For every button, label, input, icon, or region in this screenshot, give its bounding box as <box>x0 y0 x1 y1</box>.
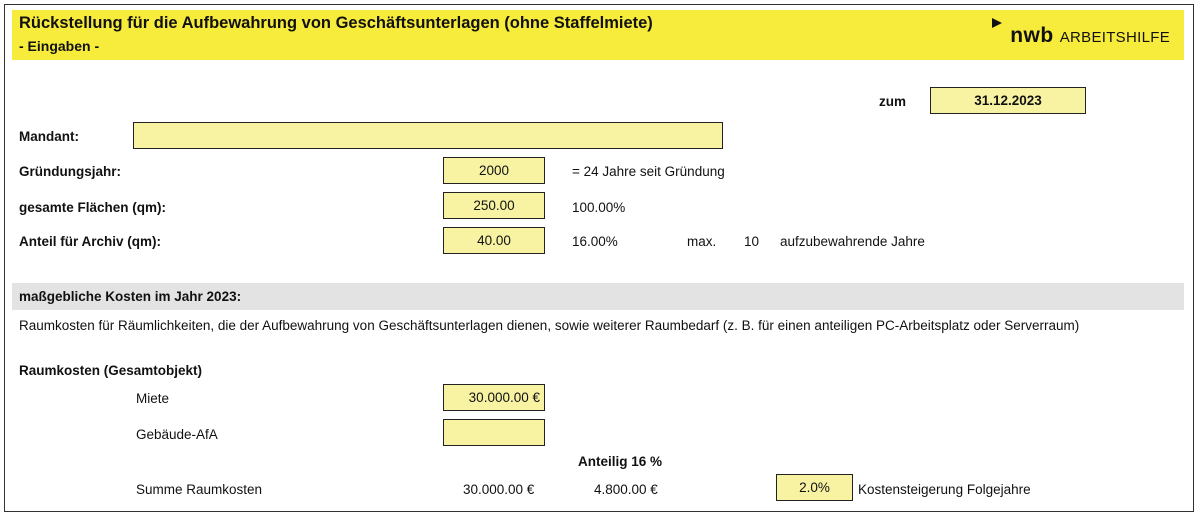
gruendungsjahr-note: = 24 Jahre seit Gründung <box>572 164 725 179</box>
afa-input[interactable] <box>443 419 545 446</box>
max-years-value: 10 <box>744 234 760 249</box>
flaechen-input[interactable]: 250.00 <box>443 192 545 219</box>
costs-section-header <box>12 283 1184 310</box>
summe-total-value: 30.000.00 € <box>463 482 535 497</box>
header-banner <box>12 10 1184 60</box>
gruendungsjahr-label: Gründungsjahr: <box>19 164 121 179</box>
summe-anteilig-value: 4.800.00 € <box>594 482 658 497</box>
flaechen-label: gesamte Flächen (qm): <box>19 200 167 215</box>
raumkosten-heading: Raumkosten (Gesamtobjekt) <box>19 363 203 378</box>
miete-input[interactable]: 30.000.00 € <box>443 384 545 411</box>
kostensteigerung-input[interactable]: 2.0% <box>776 474 853 501</box>
logo-main-text: nwb <box>1010 24 1054 47</box>
date-input[interactable]: 31.12.2023 <box>930 87 1086 114</box>
flaechen-percent: 100.00% <box>572 200 626 215</box>
max-label: max. <box>687 234 717 249</box>
mandant-label: Mandant: <box>19 129 79 144</box>
date-label: zum <box>879 94 906 109</box>
afa-label: Gebäude-AfA <box>136 427 218 442</box>
costs-description: Raumkosten für Räumlichkeiten, die der Aufbewahrung von Geschäftsunterlagen dienen, sowie weiterer Raumbedarf (z. B. für einen anteiligen PC-Arbeitsplatz oder Serverraum) <box>19 318 1080 333</box>
nwb-logo <box>1010 24 1170 48</box>
anteilig-heading: Anteilig 16 % <box>578 454 663 469</box>
mandant-input[interactable] <box>133 122 723 149</box>
archiv-input[interactable]: 40.00 <box>443 227 545 254</box>
page-subtitle: - Eingaben - <box>19 38 100 54</box>
logo-sub-text: ARBEITSHILFE <box>1059 29 1170 46</box>
summe-label: Summe Raumkosten <box>136 482 263 497</box>
costs-section-title: maßgebliche Kosten im Jahr 2023: <box>19 289 242 304</box>
archiv-percent: 16.00% <box>572 234 618 249</box>
years-label: aufzubewahrende Jahre <box>780 234 925 249</box>
miete-label: Miete <box>136 391 170 406</box>
kostensteigerung-label: Kostensteigerung Folgejahre <box>858 482 1031 497</box>
gruendungsjahr-input[interactable]: 2000 <box>443 157 545 184</box>
page-title: Rückstellung für die Aufbewahrung von Geschäftsunterlagen (ohne Staffelmiete) <box>19 14 653 32</box>
logo-arrow-icon <box>992 18 1002 28</box>
archiv-label: Anteil für Archiv (qm): <box>19 234 162 249</box>
